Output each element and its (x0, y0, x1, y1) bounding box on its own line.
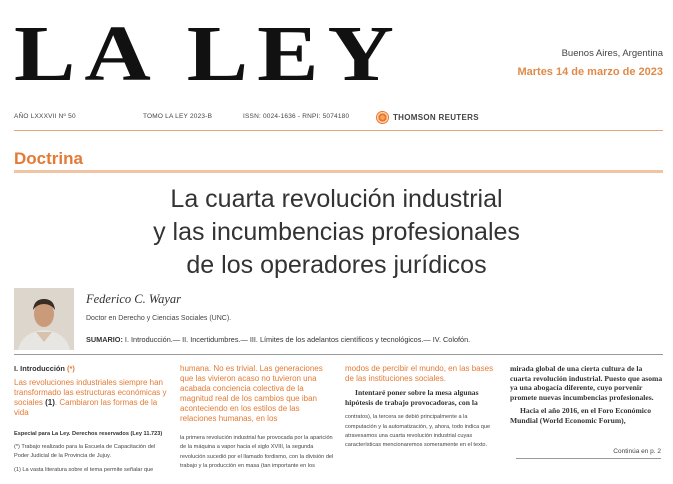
intro-heading (14, 364, 168, 374)
newspaper-masthead: LA LEY (14, 9, 403, 98)
author-photo (14, 288, 74, 350)
column-4-body-2: Hacia el año 2016, en el Foro Económico Mundial (World Economic Forum), (510, 406, 652, 425)
column-1 (14, 364, 168, 479)
section-divider (14, 170, 663, 173)
column-2-lead: humana. No es trivial. Las generaciones que las vivieron acaso no tuvieron una acabada conciencia colectiva de la magnitud real de los cambios que iban aconteciendo en los estilos de las relaciones humanas, en los (180, 364, 323, 423)
summary-label: SUMARIO: (86, 335, 123, 344)
column-3-body: Intentaré poner sobre la mesa algunas hipótesis de trabajo provocadoras, con la (345, 388, 479, 407)
intro-lead (14, 378, 168, 418)
issn-label: ISSN: 0024-1636 - RNPI: 5074180 (243, 113, 350, 120)
issue-date: Martes 14 de marzo de 2023 (517, 66, 663, 78)
article-title-line-1: La cuarta revolución industrial (170, 185, 503, 213)
intro-lead-text: Las revoluciones industriales siempre han transformado las estructuras económicas y sociales (14, 377, 167, 407)
intro-heading-footnote-ref[interactable]: (*) (66, 364, 75, 373)
intro-lead-tail: . Cambiaron las formas de la vida (14, 397, 158, 417)
column-2 (180, 364, 334, 476)
column-2-footnote: la primera revolución industrial fue provocada por la aparición de la máquina a vapor hacia el siglo XVIII, la segunda revolución sucedió por el llamado fordismo, con la división del trabajo y la producción en masa (tan importante en los (180, 435, 334, 470)
column-3-footnote: contratos), la tercera se debió principalmente a la computación y la automatización, y, ahora, todo indica que atravesamos una cuarta revolución industrial cuyas características mencionaremos someramente en el texto. (345, 414, 491, 449)
footnote-2: (1) La vasta literatura sobre el tema permite señalar que (14, 466, 154, 473)
tome-label: TOMO LA LEY 2023-B (143, 113, 213, 120)
author-name: Federico C. Wayar (86, 292, 182, 306)
header-divider (14, 130, 663, 131)
rights-note: Especial para La Ley. Derechos reservados (Ley 11.723) (14, 430, 163, 437)
summary-divider (14, 354, 663, 355)
column-4 (510, 364, 664, 430)
author-role: Doctor en Derecho y Ciencias Sociales (UNC). (86, 315, 232, 322)
continue-divider (516, 458, 661, 459)
article-title-line-2: y las incumbencias profesionales (153, 218, 520, 246)
footnote-1: (*) Trabajo realizado para la Escuela de Capacitación del Poder Judicial de la Provincia de Jujuy. (14, 444, 156, 460)
footnote-ref-1[interactable]: (1) (45, 397, 55, 407)
city-label: Buenos Aires, Argentina (561, 48, 663, 59)
section-title: Doctrina (14, 149, 83, 168)
column-3-lead: modos de percibir el mundo, en las bases de las instituciones sociales. (345, 364, 494, 383)
article-summary (86, 335, 470, 344)
article-title-line-3: de los operadores jurídicos (186, 251, 487, 279)
continue-link[interactable]: Continúa en p. 2 (613, 448, 661, 455)
publisher-brand (376, 111, 479, 124)
column-4-body-1: mirada global de una cierta cultura de la cuarta revolución industrial. Puesto que asoma ya una abogacía diferente, cuyo porvenir promete nuevas incumbencias profesionales. (510, 364, 663, 402)
column-3 (345, 364, 499, 455)
thomson-reuters-logo-icon (376, 111, 389, 124)
issue-year: AÑO LXXXVII Nº 50 (14, 113, 76, 120)
intro-heading-text: I. Introducción (14, 364, 65, 373)
summary-text: I. Introducción.— II. Incertidumbres.— III. Límites de los adelantos científicos y tecnológicos.— IV. Colofón. (124, 335, 471, 344)
publisher-name: THOMSON REUTERS (393, 113, 479, 122)
